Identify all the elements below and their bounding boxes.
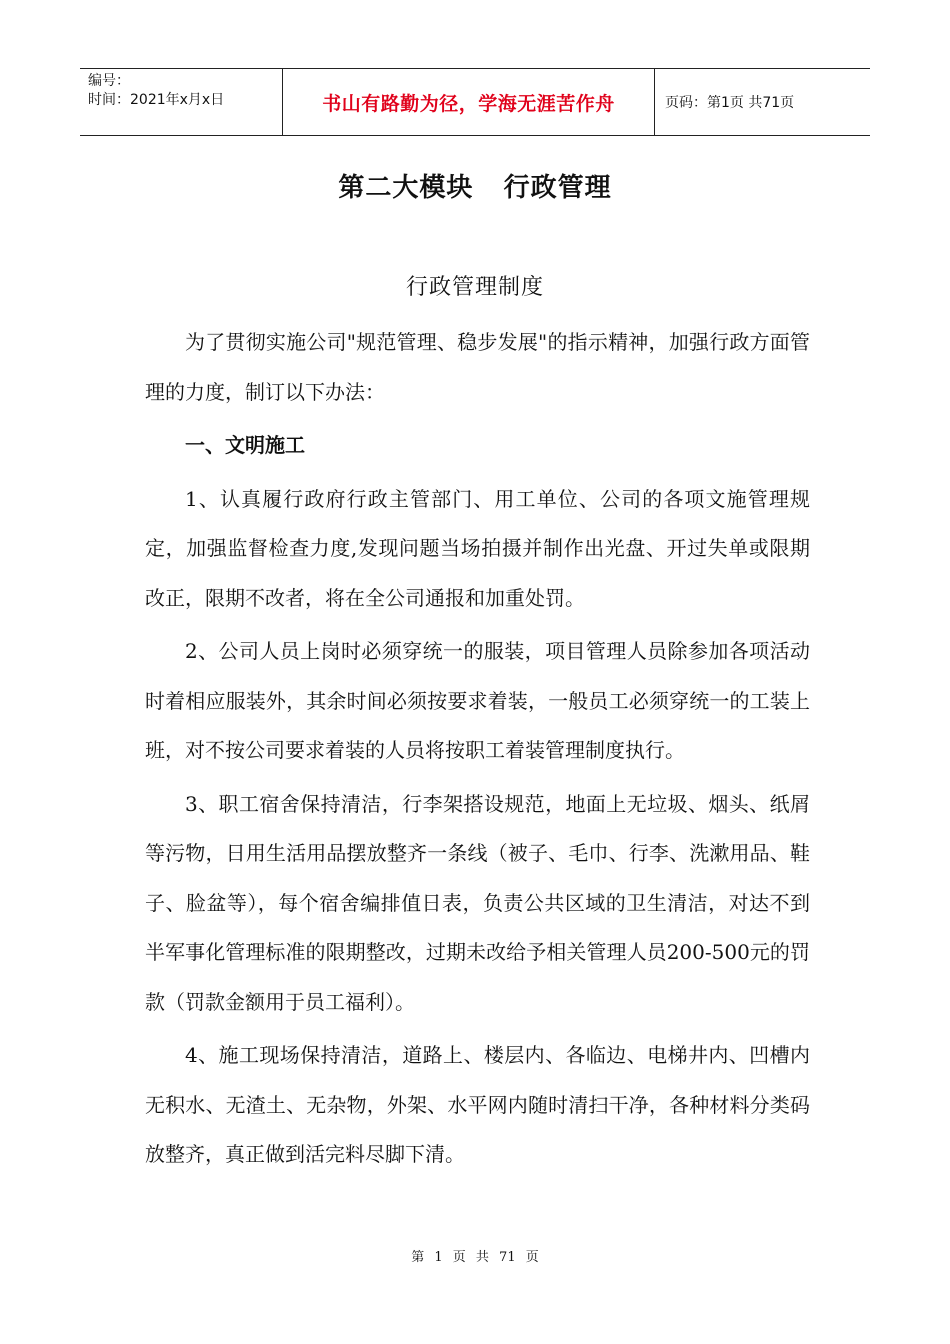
header-motto: 书山有路勤为径，学海无涯苦作舟 (322, 92, 615, 115)
item-paragraph: 1、认真履行政府行政主管部门、用工单位、公司的各项文施管理规定，加强监督检查力度,发现问题当场拍摄并制作出光盘、开过失单或限期改正，限期不改者，将在全公司通报和加重处罚。 (145, 486, 810, 610)
header-meta (80, 69, 282, 135)
header-table (80, 68, 870, 136)
intro-paragraph: 为了贯彻实施公司"规范管理、稳步发展"的指示精神，加强行政方面管理的力度，制订以下办法： (145, 330, 810, 404)
item-paragraph: 2、公司人员上岗时必须穿统一的服装，项目管理人员除参加各项活动时着相应服装外，其余时间必须按要求着装，一般员工必须穿统一的工装上班，对不按公司要求着装的人员将按职工着装管理制度执行。 (145, 639, 810, 762)
document-body (145, 318, 810, 1180)
header-page-info: 页码：第1页 共71页 (665, 95, 795, 111)
time-label: 时间：2021年x月x日 (88, 92, 225, 108)
section-heading: 一、文明施工 (185, 433, 305, 457)
page-footer: 第 1 页 共 71 页 (411, 1250, 539, 1265)
page-subtitle: 行政管理制度 (405, 275, 544, 300)
page-title: 第二大模块 行政管理 (338, 173, 612, 203)
item-paragraph: 4、施工现场保持清洁，道路上、楼层内、各临边、电梯井内、凹槽内无积水、无渣土、无杂物，外架、水平网内随时清扫干净，各种材料分类码放整齐，真正做到活完料尽脚下清。 (145, 1043, 810, 1166)
header-motto-cell (282, 69, 655, 135)
number-label: 编号： (88, 73, 130, 89)
item-paragraph: 3、职工宿舍保持清洁，行李架搭设规范，地面上无垃圾、烟头、纸屑等污物，日用生活用品摆放整齐一条线（被子、毛巾、行李、洗漱用品、鞋子、脸盆等），每个宿舍编排值日表，负责公共区域的卫生清洁，对达不到半军事化管理标准的限期整改，过期未改给予相关管理人员200-500元的罚款（罚款金额用于员工福利）。 (145, 791, 810, 1014)
